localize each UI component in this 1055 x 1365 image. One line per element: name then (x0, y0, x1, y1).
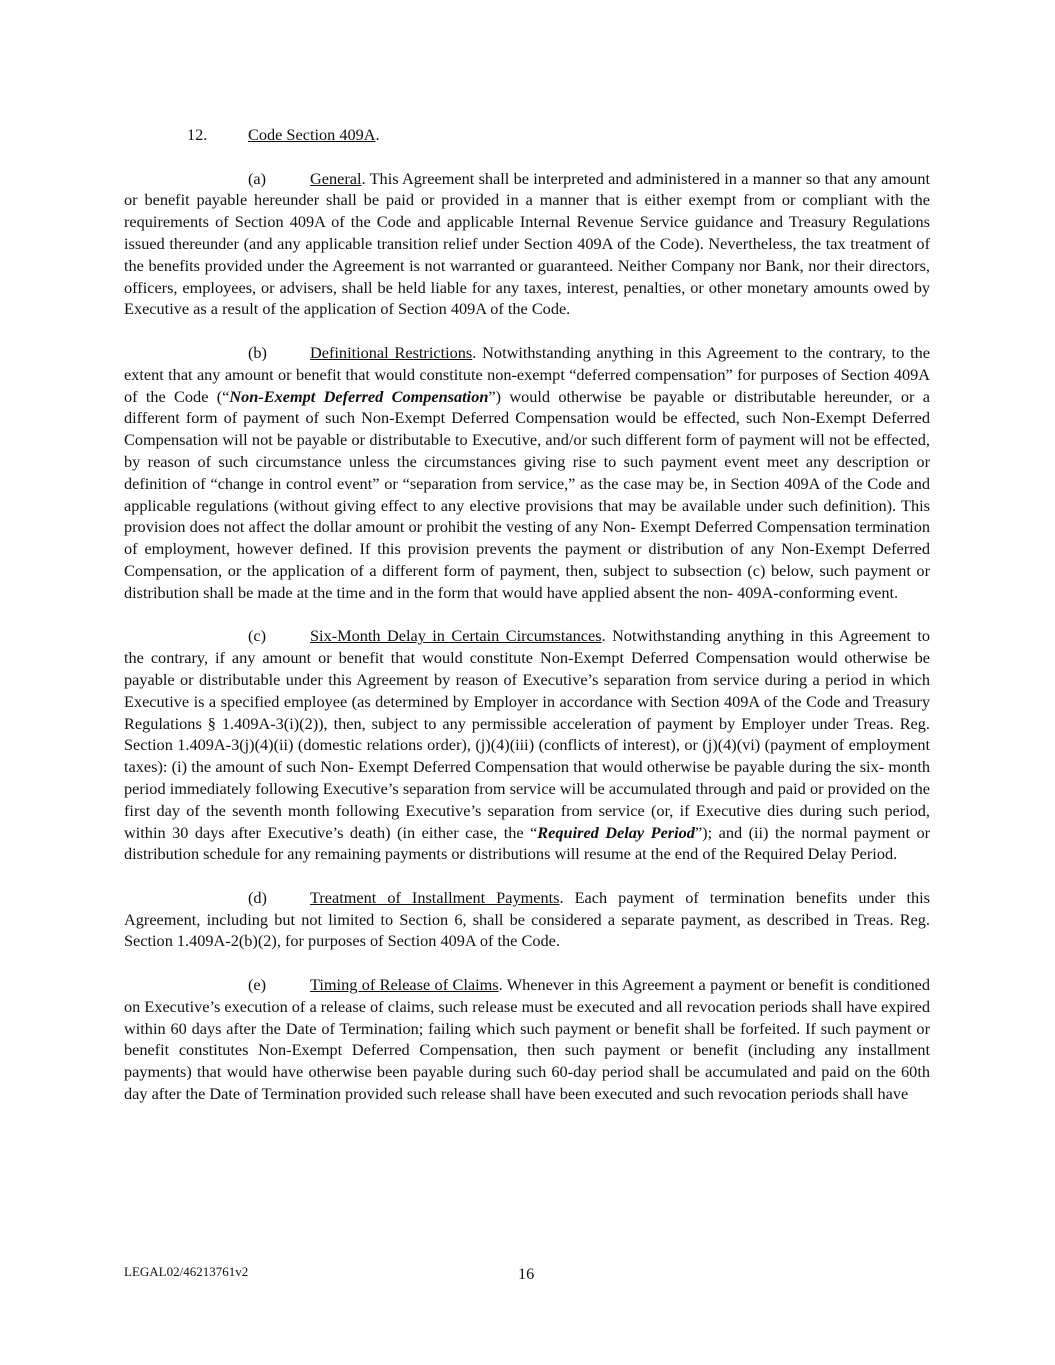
paragraph-b-text-1: . Notwithstanding anything in this Agreement to the contrary, to the extent that any amount or benefit that would constitute non-exempt “deferred compensation” for purposes of Section 409A of the Code (“ (124, 342, 930, 406)
page-number: 16 (518, 1264, 535, 1283)
paragraph-d-text: . Each payment of termination benefits under this Agreement, including but not limited to Section 6, shall be considered a separate payment, as described in Treas. Reg. Section 1.409A-2(b)(2), for purposes of Section 409A of the Code. (124, 887, 930, 951)
paragraph-c-label: (c) (248, 626, 267, 646)
section-title: Code Section 409A (248, 125, 376, 144)
defined-term-non-exempt-deferred-compensation: Non-Exempt Deferred Compensation (229, 386, 489, 406)
paragraph-b-text-2: ”) would otherwise be payable or distributable hereunder, or a different form of payment of such Non-Exempt Deferred Compensation would be effected, such Non-Exempt Deferred Compensation will not be payable or distributable to Executive, and/or such different form of payment will not be effected, by reason of such circumstance unless the circumstances giving rise to such payment event meet any description or definition of “change in control event” or “separation from service,” as the case may be, in Section 409A of the Code and applicable regulations (without giving effect to any elective provisions that may be available under such definition). This provision does not affect the dollar amount or prohibit the vesting of any Non- Exempt Deferred Compensation termination of employment, however defined. If this provision prevents the payment or distribution of any Non-Exempt Deferred Compensation, or the application of a different form of payment, then, subject to subsection (c) below, such payment or distribution shall be made at the time and in the form that would have applied absent the non- 409A-conforming event. (124, 386, 930, 602)
paragraph-b-label: (b) (248, 342, 267, 362)
paragraph-d (124, 887, 930, 952)
paragraph-d-label: (d) (248, 887, 267, 907)
paragraph-b-heading: Definitional Restrictions (310, 342, 473, 362)
defined-term-required-delay-period: Required Delay Period (537, 822, 695, 842)
paragraph-c-text-1: . Notwithstanding anything in this Agreement to the contrary, if any amount or benefit that would constitute Non-Exempt Deferred Compensation would otherwise be payable or distributable under this Agreement by reason of Executive’s separation from service during a period in which Executive is a specified employee (as determined by Employer in accordance with Section 409A of the Code and Treasury Regulations § 1.409A-3(i)(2)), then, subject to any permissible acceleration of payment by Employer under Treas. Reg. Section 1.409A-3(j)(4)(ii) (domestic relations order), (j)(4)(iii) (conflicts of interest), or (j)(4)(vi) (payment of employment taxes): (i) the amount of such Non- Exempt Deferred Compensation that would otherwise be payable during the six- month period immediately following Executive’s separation from service will be accumulated through and paid or provided on the first day of the seventh month following Executive’s separation from service (or, if Executive dies during such period, within 30 days after Executive’s death) (in either case, the “ (124, 626, 930, 842)
paragraph-c-heading: Six-Month Delay in Certain Circumstances (310, 626, 602, 646)
paragraph-a-label: (a) (248, 168, 267, 188)
paragraph-e-text: . Whenever in this Agreement a payment or benefit is conditioned on Executive’s execution of a release of claims, such release must be executed and all revocation periods shall have expired within 60 days after the Date of Termination; failing which such payment or benefit shall be forfeited. If such payment or benefit constitutes Non-Exempt Deferred Compensation, then such payment or benefit (including any installment payments) that would have otherwise been payable during such 60-day period shall be accumulated and paid on the 60th day after the Date of Termination provided such release shall have been executed and such revocation periods shall have (124, 975, 931, 1104)
paragraph-a-heading: General (310, 168, 362, 188)
section-number: 12. (187, 125, 208, 144)
section-title-period: . (375, 125, 380, 144)
paragraph-e (124, 974, 930, 1105)
paragraph-a (124, 168, 930, 321)
paragraph-c (124, 625, 930, 865)
document-page (124, 124, 930, 1127)
paragraph-e-label: (e) (248, 975, 267, 995)
paragraph-c-text-2: ”); and (ii) the normal payment or distribution schedule for any remaining payments or distributions will resume at the end of the Required Delay Period. (124, 822, 931, 864)
document-id: LEGAL02/46213761v2 (124, 1264, 249, 1279)
paragraph-b (124, 342, 930, 604)
section-heading (124, 124, 930, 146)
paragraph-e-heading: Timing of Release of Claims (310, 975, 499, 995)
paragraph-d-heading: Treatment of Installment Payments (310, 887, 560, 907)
paragraph-a-text: . This Agreement shall be interpreted and administered in a manner so that any amount or benefit payable hereunder shall be paid or provided in a manner that is either exempt from or compliant with the requirements of Section 409A of the Code and applicable Internal Revenue Service guidance and Treasury Regulations issued thereunder (and any applicable transition relief under Section 409A of the Code). Nevertheless, the tax treatment of the benefits provided under the Agreement is not warranted or guaranteed. Neither Company nor Bank, nor their directors, officers, employees, or advisers, shall be held liable for any taxes, interest, penalties, or other monetary amounts owed by Executive as a result of the application of Section 409A of the Code. (124, 168, 930, 319)
